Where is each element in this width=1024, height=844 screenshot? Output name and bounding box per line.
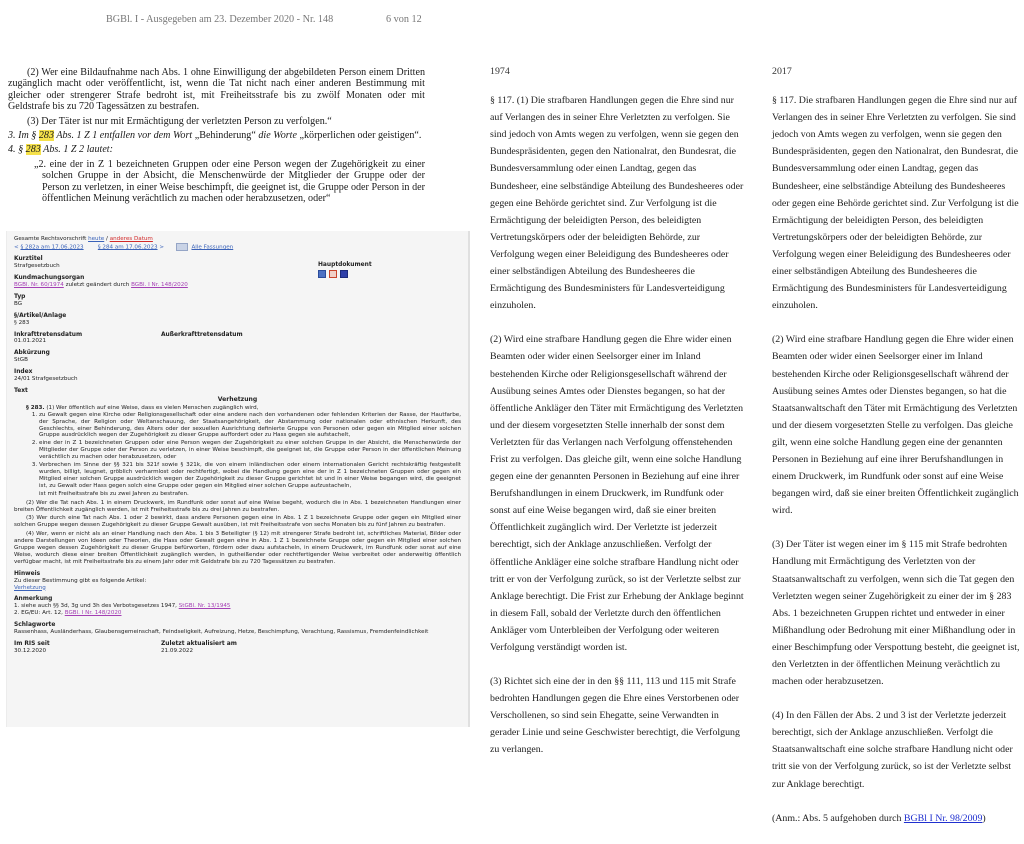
schlagworte-value: Rassenhass, Ausländerhass, Glaubensgemeinschaft, Feindseligkeit, Aufreizung, Hetze, Beschimpfung, Verachtung, Rassismus, Fremdenfeindlichkeit	[14, 629, 429, 636]
annotation-prefix: (Anm.: Abs. 5 aufgehoben durch	[772, 812, 904, 824]
artikel-value: § 283	[14, 319, 30, 326]
item4-prefix: 4. §	[8, 144, 26, 156]
s283-intro-text: (1) Wer öffentlich auf eine Weise, dass es vielen Menschen zugänglich wird,	[44, 404, 259, 411]
anm1-text: 1. siehe auch §§ 3d, 3g und 3h des Verbotsgesetzes 1947,	[14, 603, 179, 610]
bgbl-page-header	[106, 14, 422, 25]
abkuerzung-label: Abkürzung	[14, 350, 50, 357]
ris-nav-line-1	[14, 236, 461, 243]
index-value: 24/01 Strafgesetzbuch	[14, 376, 78, 383]
bgbl-body	[8, 67, 425, 207]
anmerkung-1	[14, 603, 461, 610]
heute-link[interactable]: heute	[88, 236, 105, 242]
bgbl-amendment-item-4	[8, 144, 425, 155]
pdf-document-icon[interactable]	[329, 270, 337, 278]
hinweis-text: Zu dieser Bestimmung gibt es folgende Artikel:	[14, 577, 147, 584]
artikel-label: §/Artikel/Anlage	[14, 312, 67, 319]
annotation-suffix: )	[982, 812, 986, 824]
bgbl-amendment-item-3	[8, 130, 425, 141]
paragraph-1: § 117. Die strafbaren Handlungen gegen die Ehre sind nur auf Verlangen des in seiner Ehre Verletzten zu verfolgen. Sie sind jedoch von Amts wegen zu verfolgen, wenn sie gegen den Bundespräsidenten, gegen den Nationalrat, den Bundesrat, die Bundesversammlung oder einen Landtag, gegen das Bundesheer, eine selbständige Abteilung des Bundesheeres oder gegen eine Behörde gerichtet sind. Zur Verfolgung ist die Ermächtigung der beleidigten Person, des beleidigten Vertretungskörpers oder der beleidigten Behörde, zur Verfolgung wegen einer Beleidigung des Bundesheeres oder einer selbständigen Abteilung des Bundesheeres die Ermächtigung des Bundesministers für Landesverteidigung einzuholen.	[772, 95, 1019, 312]
bgbl-item4-quote: „2. eine der in Z 1 bezeichneten Gruppen oder eine Person wegen der Zugehörigkeit zu einer solchen Gruppe in der Absicht, die Menschenwürde der Mitglieder der Gruppe oder der Person zu verletzen, in einer Weise beschimpft, die geeignet ist, die Gruppe oder Person in der öffentlichen Meinung verächtlich zu machen oder herabzusetzen, oder“	[34, 158, 425, 205]
abs-3: (3) Wer durch eine Tat nach Abs. 1 oder 2 bewirkt, dass andere Personen gegen eine in Abs. 1 Z 1 bezeichnete Gruppe oder gegen ein Mitglied einer solchen Gruppe wegen dessen Zugehörigkeit zu dieser Gruppe Gewalt ausüben, ist mit Freiheitsstrafe von sechs Monaten bis zu fünf Jahren zu bestrafen.	[14, 515, 461, 529]
word-document-icon[interactable]	[340, 270, 348, 278]
anm2-text: 2. EG/EU: Art. 12,	[14, 610, 65, 617]
section-title: Verhetzung	[217, 395, 258, 403]
bgbl-paragraph-2: (2) Wer eine Bildaufnahme nach Abs. 1 ohne Einwilligung der abgebildeten Person einem Dritten zugänglich macht oder veröffentlicht, ist, wenn die Tat nicht nach einer anderen Bestimmung mit gleicher oder strengerer Strafe bedroht ist, mit Freiheitsstrafe bis zu zwölf Monaten oder mit Geldstrafe bis zu 720 Tagessätzen zu bestrafen.	[8, 67, 425, 113]
zuletzt-aktualisiert-value: 21.09.2022	[161, 647, 194, 654]
schlagworte-label: Schlagworte	[14, 622, 56, 629]
ris-nav-line-2	[14, 243, 461, 251]
search-highlight: 283	[38, 130, 54, 142]
anmerkung-label: Anmerkung	[14, 596, 53, 603]
list-item: 1. zu Gewalt gegen eine Kirche oder Religionsgesellschaft oder eine andere nach den vorhandenen oder fehlenden Kriterien der Rasse, der Hautfarbe, der Sprache, der Religion oder Weltanschauung, der Staatsangehörigkeit, der Abstammung oder nationalen oder ethnischen Herkunft, des Geschlechts, einer Behinderung, des Alters oder der sexuellen Ausrichtung definierte Gruppe von Personen oder gegen ein Mitglied einer solchen Gruppe ausdrücklich wegen der Zugehörigkeit zu dieser Gruppe auffordert oder zu Hass gegen sie aufstachelt,	[39, 412, 461, 440]
nav-separator: /	[104, 236, 110, 242]
ris-dates-row	[14, 636, 461, 655]
items-tail: ist mit Freiheitsstrafe bis zu zwei Jahren zu bestrafen.	[39, 490, 189, 497]
bgbl-header-title: BGBl. I - Ausgegeben am 23. Dezember 2020 - Nr. 148	[106, 14, 334, 25]
dates-row	[14, 327, 461, 346]
hauptdokument-label: Hauptdokument	[318, 262, 372, 268]
verhetzung-article-link[interactable]: Verhetzung	[14, 584, 46, 591]
item3-prefix: 3. Im §	[8, 130, 39, 142]
annotation	[772, 810, 1022, 827]
s283-items-list	[14, 412, 461, 490]
next-paragraph-link[interactable]: § 284 am 17.06.2023	[97, 244, 158, 251]
chevron-left-icon[interactable]: <	[14, 244, 19, 251]
hauptdokument-block	[318, 262, 372, 278]
item3-word1: „Behinderung“	[194, 130, 256, 142]
kundmachungsorgan-label: Kundmachungsorgan	[14, 275, 85, 282]
paragraph-1: § 117. (1) Die strafbaren Handlungen gegen die Ehre sind nur auf Verlangen des in seiner Ehre Verletzten zu verfolgen. Sie sind jedoch von Amts wegen zu verfolgen, wenn sie gegen den Bundespräsidenten, gegen den Nationalrat, den Bundesrat, die Bundesversammlung oder einen Landtag, gegen das Bundesheer, eine selbständige Abteilung des Bundesheeres oder gegen eine Behörde gerichtet sind. Zur Verfolgung ist die Ermächtigung der beleidigten Person, des beleidigten Vertretungskörpers oder der beleidigten Behörde, zur Verfolgung wegen einer Beleidigung des Bundesheeres oder einer selbständigen Abteilung des Bundesheeres die Ermächtigung des Bundesministers für Landesverteidigung einzuholen.	[490, 95, 744, 312]
abs-2: (2) Wer die Tat nach Abs. 1 in einem Druckwerk, im Rundfunk oder sonst auf eine Weise begeht, wodurch die in Abs. 1 bezeichneten Handlungen einer breiten Öffentlichkeit zugänglich werden, ist mit Freiheitsstrafe bis zu drei Jahren zu bestrafen.	[14, 499, 461, 513]
ausserkrafttretensdatum-label: Außerkrafttretensdatum	[161, 331, 243, 338]
kurztitel-value: Strafgesetzbuch	[14, 263, 60, 270]
typ-value: BG	[14, 300, 23, 307]
item4-suffix: Abs. 1 Z 2 lautet:	[40, 144, 113, 156]
kundmachungsorgan-value	[14, 282, 461, 289]
year-heading: 2017	[772, 66, 792, 77]
bgbl-excerpt	[8, 0, 425, 215]
bgbl-1974-link[interactable]: BGBl. Nr. 60/1974	[14, 282, 64, 289]
hinweis-label: Hinweis	[14, 570, 41, 577]
search-highlight: 283	[25, 144, 41, 156]
bgbl-2020-link[interactable]: BGBl. I Nr. 148/2020	[131, 282, 188, 289]
rtf-document-icon[interactable]	[318, 270, 326, 278]
abkuerzung-value: StGB	[14, 357, 28, 364]
paragraph-4: (4) In den Fällen der Abs. 2 und 3 ist der Verletzte jederzeit berechtigt, sich der Anklage anzuschließen. Verfolgt die Staatsanwaltschaft eine solche strafbare Handlung nicht oder tritt sie von der Verfolgung zurück, so ist der Verletzte selbst zur Anklage berechtigt.	[772, 710, 1013, 790]
inkrafttretensdatum-value: 01.01.2021	[14, 338, 47, 345]
previous-paragraph-link[interactable]: § 282a am 17.06.2023	[20, 244, 84, 251]
typ-label: Typ	[14, 293, 26, 300]
versions-icon[interactable]	[176, 243, 188, 251]
paragraph-2: (2) Wird eine strafbare Handlung gegen die Ehre wider einen Beamten oder wider einen Seelsorger einer im Inland bestehenden Kirche oder Religionsgesellschaft während der Ausübung seines Amtes oder Dienstes begangen, so hat der öffentliche Ankläger den Täter mit Ermächtigung des Verletzten und der diesem vorgesetzten Stelle innerhalb der sonst dem Verletzten für das Verlangen nach Verfolgung offenstehenden Frist zu verfolgen. Das gleiche gilt, wenn eine solche Handlung gegen eine der genannten Personen in Beziehung auf eine ihrer Berufshandlungen in einem Druckwerk, im Rundfunk oder sonst auf eine Weise begangen wird, daß sie einer breiten Öffentlichkeit zugänglich wird. Der Verletzte ist jederzeit berechtigt, sich der Anklage anzuschließen. Verfolgt der öffentliche Ankläger eine solche strafbare Handlung nicht oder tritt er von der Verfolgung zurück, so ist der Verletzte selbst zur Anklage berechtigt. Die Frist zur Erhebung der Anklage beginnt in diesem Fall, sobald der Verletzte durch den öffentlichen Ankläger vom Unterbleiben der Verfolgung oder weiteren Verfolgung verständigt worden ist.	[490, 334, 744, 653]
paragraph-3: (3) Der Täter ist wegen einer im § 115 mit Strafe bedrohten Handlung mit Ermächtigung des Verletzten von der Staatsanwaltschaft zu verfolgen, wenn sich die Tat gegen den Verletzten wegen seiner Zugehörigkeit zu einer der im § 283 Abs. 1 bezeichneten Gruppen richtet und entweder in einer Mißhandlung oder Bedrohung mit einer Mißhandlung oder in einer Beschimpfung oder Verspottung besteht, die geeignet ist, den Verletzten in der öffentlichen Meinung verächtlich zu machen oder herabzusetzen.	[772, 539, 1020, 688]
list-item: 3. Verbrechen im Sinne der §§ 321 bis 321f sowie § 321k, die von einem inländischen oder einem internationalen Gericht rechtskräftig festgestellt wurden, billigt, leugnet, gröblich verharmlost oder rechtfertigt, wobei die Handlung gegen eine der in Z 1 bezeichneten Gruppen oder gegen ein Mitglied einer solchen Gruppe ausdrücklich wegen der Zugehörigkeit zu dieser Gruppe gerichtet ist und in einer Weise begangen wird, die geeignet ist, zu Gewalt oder Hass gegen solch eine Gruppe oder gegen ein Mitglied einer solchen Gruppe aufzustacheln,	[39, 462, 461, 490]
list-item: 2. eine der in Z 1 bezeichneten Gruppen oder eine Person wegen der Zugehörigkeit zu einer solchen Gruppe in der Absicht, die Menschenwürde der Mitglieder der Gruppe oder der Person zu verletzen, in einer Weise beschimpft, die geeignet ist, die Gruppe oder Person in der öffentlichen Meinung verächtlich zu machen oder herabzusetzen, oder	[39, 440, 461, 461]
stgbl-1945-link[interactable]: StGBl. Nr. 13/1945	[178, 603, 231, 610]
kurztitel-label: Kurztitel	[14, 256, 43, 263]
im-ris-seit-value: 30.12.2020	[14, 647, 47, 654]
alle-fassungen-link[interactable]: Alle Fassungen	[191, 244, 234, 251]
chevron-right-icon[interactable]: >	[159, 244, 165, 251]
abs-4: (4) Wer, wenn er nicht als an einer Handlung nach den Abs. 1 bis 3 Beteiligter (§ 12) mit strengerer Strafe bedroht ist, schriftliches Material, Bilder oder andere Darstellungen von Ideen oder Theorien, die Hass oder Gewalt gegen eine in Abs. 1 Z 1 bezeichnete Gruppe oder gegen ein Mitglied einer solchen Gruppe wegen dessen Zugehörigkeit zu dieser Gruppe befürworten, fördern oder dazu aufstacheln, in einem Druckwerk, im Rundfunk oder sonst auf eine Weise, wodurch diese einer breiten Öffentlichkeit zugänglich werden, in gutheißender oder rechtfertigender Weise verbreitet oder anderweitig öffentlich verfügbar macht, ist mit Freiheitsstrafe bis zu einem Jahr oder mit Geldstrafe bis zu 720 Tagessätzen zu bestrafen.	[14, 531, 461, 565]
anderes-datum-link[interactable]: anderes Datum	[109, 236, 153, 242]
bgbl-98-2009-link[interactable]: BGBl I Nr. 98/2009	[903, 812, 983, 824]
index-label: Index	[14, 369, 33, 376]
text-label: Text	[14, 388, 28, 394]
item3-mid: Abs. 1 Z 1 entfallen vor dem Wort	[53, 130, 195, 142]
ris-document-panel	[6, 231, 470, 727]
paragraph-3: (3) Richtet sich eine der in den §§ 111, 113 und 115 mit Strafe bedrohten Handlungen gegen die Ehre eines Verstorbenen oder Verschollenen, so sind sein Ehegatte, seine Verwandten in gerader Linie und seine Geschwister berechtigt, die Verfolgung zu verlangen.	[490, 676, 740, 756]
im-ris-seit-label: Im RIS seit	[14, 641, 50, 647]
bgbl-paragraph-3: (3) Der Täter ist nur mit Ermächtigung der verletzten Person zu verfolgen.“	[27, 115, 332, 127]
s283-heading: § 283.	[26, 404, 45, 411]
kundmachung-mid-text: zuletzt geändert durch	[63, 282, 132, 289]
year-heading: 1974	[490, 66, 510, 77]
version-2017-column	[772, 63, 1022, 844]
anmerkung-2	[14, 610, 461, 617]
s283-intro	[14, 405, 461, 412]
gesamte-rechtsvorschrift-label: Gesamte Rechtsvorschrift	[14, 236, 89, 242]
bgbl-page-number: 6 von 12	[386, 14, 422, 25]
item3-word2: „körperlichen oder geistigen“.	[299, 130, 422, 142]
version-1974-column	[490, 63, 745, 776]
zuletzt-aktualisiert-label: Zuletzt aktualisiert am	[161, 641, 237, 647]
paragraph-2: (2) Wird eine strafbare Handlung gegen die Ehre wider einen Beamten oder wider einen Seelsorger einer im Inland bestehenden Kirche oder Religionsgesellschaft während der Ausübung seines Amtes oder Dienstes begangen, so hat die Staatsanwaltschaft den Täter mit Ermächtigung des Verletzten und der diesem vorgesetzten Stelle zu verfolgen. Das gleiche gilt, wenn eine solche Handlung gegen eine der genannten Personen in Beziehung auf eine ihrer Berufshandlungen in einem Druckwerk, im Rundfunk oder sonst auf eine Weise begangen wird, daß sie einer breiten Öffentlichkeit zugänglich wird.	[772, 334, 1019, 517]
bgbl-148-2020-link[interactable]: BGBl. I Nr. 148/2020	[64, 610, 122, 617]
inkrafttretensdatum-label: Inkrafttretensdatum	[14, 331, 83, 338]
item3-mid2: die Worte	[255, 130, 300, 142]
